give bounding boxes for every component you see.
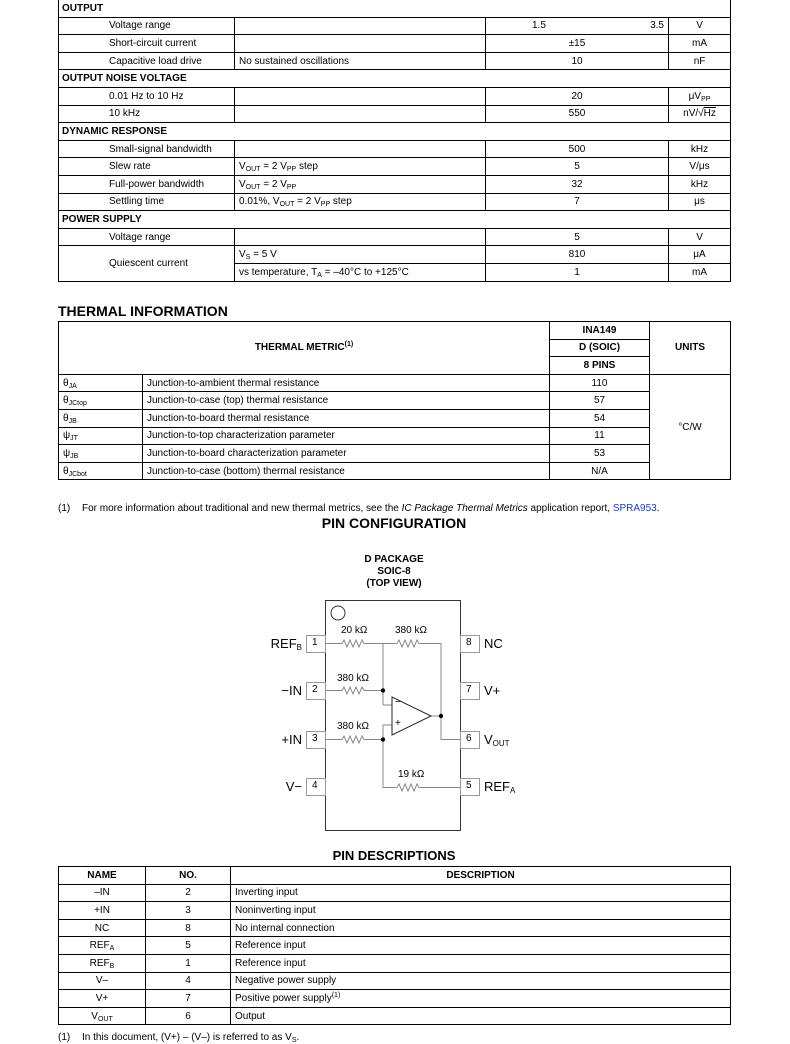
- parameter-cell: 10 kHz: [59, 105, 235, 123]
- pin-name-cell: NC: [59, 919, 146, 937]
- description-header: DESCRIPTION: [231, 867, 731, 885]
- table-row: [59, 884, 731, 902]
- table-row: [59, 1007, 731, 1025]
- pin-name-vout: $V_{OUT}$: [484, 732, 510, 748]
- value-cell: 32: [486, 175, 669, 193]
- pin-description-cell: Output: [231, 1007, 731, 1025]
- value-cell: 1: [486, 263, 669, 281]
- no-header: NO.: [146, 867, 231, 885]
- footnote-end: .: [296, 1032, 300, 1043]
- pin-description-cell: Inverting input: [231, 884, 731, 902]
- unit-cell: $\mu V_{PP}$: [669, 87, 731, 105]
- pin-name-cell: V+: [59, 990, 146, 1008]
- pin-name-cell: $REF_B$: [59, 954, 146, 972]
- value-cell: 54: [550, 409, 650, 427]
- unit-cell: μA: [669, 246, 731, 264]
- package-header: D (SOIC): [550, 339, 650, 357]
- table-row: [59, 937, 731, 955]
- conditions-cell: $V_{OUT} = 2$ $V_{PP}$: [235, 175, 486, 193]
- value-cell: 20: [486, 87, 669, 105]
- conditions-cell: 0.01%, $V_{OUT} = 2$ $V_{PP}$ step: [235, 193, 486, 211]
- value-cell: 10: [486, 52, 669, 70]
- value-cell: 53: [550, 445, 650, 463]
- pin-name-cell: V–: [59, 972, 146, 990]
- pin-name-v-minus: V−: [285, 779, 302, 794]
- symbol-cell: $\theta_{JB}$: [59, 409, 143, 427]
- pin-name-cell: –IN: [59, 884, 146, 902]
- pin-descriptions-footnote: [58, 1032, 299, 1043]
- pin-number-cell: 2: [146, 884, 231, 902]
- parameter-cell: Short-circuit current: [59, 35, 235, 53]
- symbol-cell: $\theta_{JCbot}$: [59, 462, 143, 480]
- resistor-label: 380 kΩ: [337, 721, 369, 732]
- footnote-end: .: [656, 503, 660, 514]
- pin-name-plus-in: +IN: [281, 732, 302, 747]
- pin-description-cell: Positive power supply$^{(1)}$: [231, 990, 731, 1008]
- section-title: DYNAMIC RESPONSE: [59, 123, 731, 141]
- unit-cell: nF: [669, 52, 731, 70]
- name-header: NAME: [59, 867, 146, 885]
- resistor-label: 380 kΩ: [395, 625, 427, 636]
- pin-number: 4: [312, 780, 318, 791]
- pin-number: 5: [466, 780, 472, 791]
- conditions-cell: No sustained oscillations: [235, 52, 486, 70]
- conditions-cell: $V_{OUT} = 2$ $V_{PP}$ step: [235, 158, 486, 176]
- table-row: [59, 919, 731, 937]
- parameter-cell: Voltage range: [59, 228, 235, 246]
- symbol-cell: $\theta_{JA}$: [59, 374, 143, 392]
- table-row: [59, 902, 731, 920]
- section-title: OUTPUT: [59, 0, 731, 17]
- opamp-minus-label: −: [395, 697, 401, 708]
- value-cell: 7: [486, 193, 669, 211]
- symbol-cell: $\psi_{JT}$: [59, 427, 143, 445]
- resistor-label: 380 kΩ: [337, 673, 369, 684]
- value-cell: N/A: [550, 462, 650, 480]
- value-cell: 57: [550, 392, 650, 410]
- metric-name-cell: Junction-to-board characterization parameter: [143, 445, 550, 463]
- unit-cell: V: [669, 228, 731, 246]
- pin-number-cell: 4: [146, 972, 231, 990]
- spra953-link[interactable]: SPRA953: [612, 503, 657, 514]
- footnote-ref: (1): [344, 341, 354, 349]
- pin-description-cell: Noninverting input: [231, 902, 731, 920]
- header-row: [59, 867, 731, 885]
- metric-name-cell: Junction-to-case (top) thermal resistance: [143, 392, 550, 410]
- pin-number: 2: [312, 684, 318, 695]
- parameter-cell: Full-power bandwidth: [59, 175, 235, 193]
- table-row: [59, 954, 731, 972]
- unit-cell: nV/√Hz: [669, 105, 731, 123]
- unit-cell: kHz: [669, 140, 731, 158]
- conditions-cell: $V_S = 5$ V: [235, 246, 486, 264]
- pin-description-cell: Negative power supply: [231, 972, 731, 990]
- pin-descriptions-table: [58, 866, 731, 1025]
- value-cell: 5: [486, 228, 669, 246]
- unit-cell: μs: [669, 193, 731, 211]
- package-line: D PACKAGE: [364, 554, 424, 565]
- pin-number-cell: 7: [146, 990, 231, 1008]
- pin1-marker-icon: [331, 606, 345, 620]
- conditions-cell: vs temperature, $T_A = -40^\circ C$ to +125°C: [235, 263, 486, 281]
- pins-header: 8 PINS: [550, 357, 650, 375]
- table-row: [59, 990, 731, 1008]
- pin-number-cell: 6: [146, 1007, 231, 1025]
- unit-cell: mA: [669, 263, 731, 281]
- parameter-cell: Capacitive load drive: [59, 52, 235, 70]
- pin-descriptions-heading: PIN DESCRIPTIONS: [332, 848, 456, 863]
- table-row: [59, 972, 731, 990]
- min-value: 1.5: [532, 20, 546, 32]
- thermal-metric-label: THERMAL METRIC: [254, 342, 345, 354]
- pin-number: 7: [466, 684, 472, 695]
- section-title: OUTPUT NOISE VOLTAGE: [59, 70, 731, 88]
- pin-number-cell: 5: [146, 937, 231, 955]
- units-header: UNITS: [650, 322, 731, 375]
- pin-name-v-plus: V+: [484, 683, 501, 698]
- device-header: INA149: [550, 322, 650, 340]
- metric-name-cell: Junction-to-board thermal resistance: [143, 409, 550, 427]
- value-cell: ±15: [486, 35, 669, 53]
- pin-description-cell: No internal connection: [231, 919, 731, 937]
- value-cell: 550: [486, 105, 669, 123]
- footnote-sub: S: [291, 1037, 297, 1044]
- pin-number: 6: [466, 733, 472, 744]
- pin-number-cell: 8: [146, 919, 231, 937]
- pin-name-refb: $REF_B$: [270, 636, 302, 652]
- pin-number-cell: 3: [146, 902, 231, 920]
- symbol-cell: $\psi_{JB}$: [59, 445, 143, 463]
- metric-name-cell: Junction-to-ambient thermal resistance: [143, 374, 550, 392]
- thermal-information-heading: THERMAL INFORMATION: [58, 303, 228, 319]
- parameter-cell: Settling time: [59, 193, 235, 211]
- max-value: 3.5: [650, 20, 664, 32]
- value-cell: 500: [486, 140, 669, 158]
- pin-number: 1: [312, 637, 318, 648]
- resistor-label: 20 kΩ: [341, 625, 368, 636]
- package-line: (TOP VIEW): [366, 578, 422, 589]
- section-title: POWER SUPPLY: [59, 211, 731, 229]
- unit-cell: kHz: [669, 175, 731, 193]
- unit-cell: mA: [669, 35, 731, 53]
- resistor-label: 19 kΩ: [398, 769, 425, 780]
- opamp-plus-label: +: [395, 718, 401, 729]
- footnote-number: (1): [58, 503, 71, 514]
- pin-configuration-heading: PIN CONFIGURATION: [321, 515, 467, 531]
- pin-description-cell: Reference input: [231, 954, 731, 972]
- pin-number-cell: 1: [146, 954, 231, 972]
- footnote-text: In this document, (V+) – (V–) is referred to as V: [82, 1032, 292, 1043]
- units-cell: °C/W: [650, 374, 731, 480]
- pin-number: 3: [312, 733, 318, 744]
- parameter-cell: 0.01 Hz to 10 Hz: [59, 87, 235, 105]
- pin-description-cell: Reference input: [231, 937, 731, 955]
- footnote-number: (1): [58, 1032, 71, 1043]
- parameter-cell: Small-signal bandwidth: [59, 140, 235, 158]
- pin-name-cell: $REF_A$: [59, 937, 146, 955]
- pin-name-minus-in: −IN: [281, 683, 302, 698]
- parameter-cell: Voltage range: [59, 17, 235, 35]
- value-cell: 810: [486, 246, 669, 264]
- metric-name-cell: Junction-to-case (bottom) thermal resistance: [143, 462, 550, 480]
- pin-name-cell: +IN: [59, 902, 146, 920]
- parameter-cell: Slew rate: [59, 158, 235, 176]
- symbol-cell: $\theta_{JCtop}$: [59, 392, 143, 410]
- footnote-italic: IC Package Thermal Metrics: [401, 503, 528, 514]
- value-cell: 110: [550, 374, 650, 392]
- package-line: SOIC-8: [377, 566, 411, 577]
- footnote-text: application report,: [527, 503, 613, 514]
- pin-name-refa: $REF_A$: [484, 779, 516, 795]
- metric-name-cell: Junction-to-top characterization parameter: [143, 427, 550, 445]
- unit-cell: V/μs: [669, 158, 731, 176]
- parameter-cell: Quiescent current: [59, 246, 235, 281]
- value-cell: 5: [486, 158, 669, 176]
- footnote-text: For more information about traditional and new thermal metrics, see the: [82, 503, 402, 514]
- pin-number: 8: [466, 637, 472, 648]
- value-cell: 11: [550, 427, 650, 445]
- unit-cell: V: [669, 17, 731, 35]
- pin-name-nc: NC: [484, 636, 503, 651]
- pin-name-cell: $V_{OUT}$: [59, 1007, 146, 1025]
